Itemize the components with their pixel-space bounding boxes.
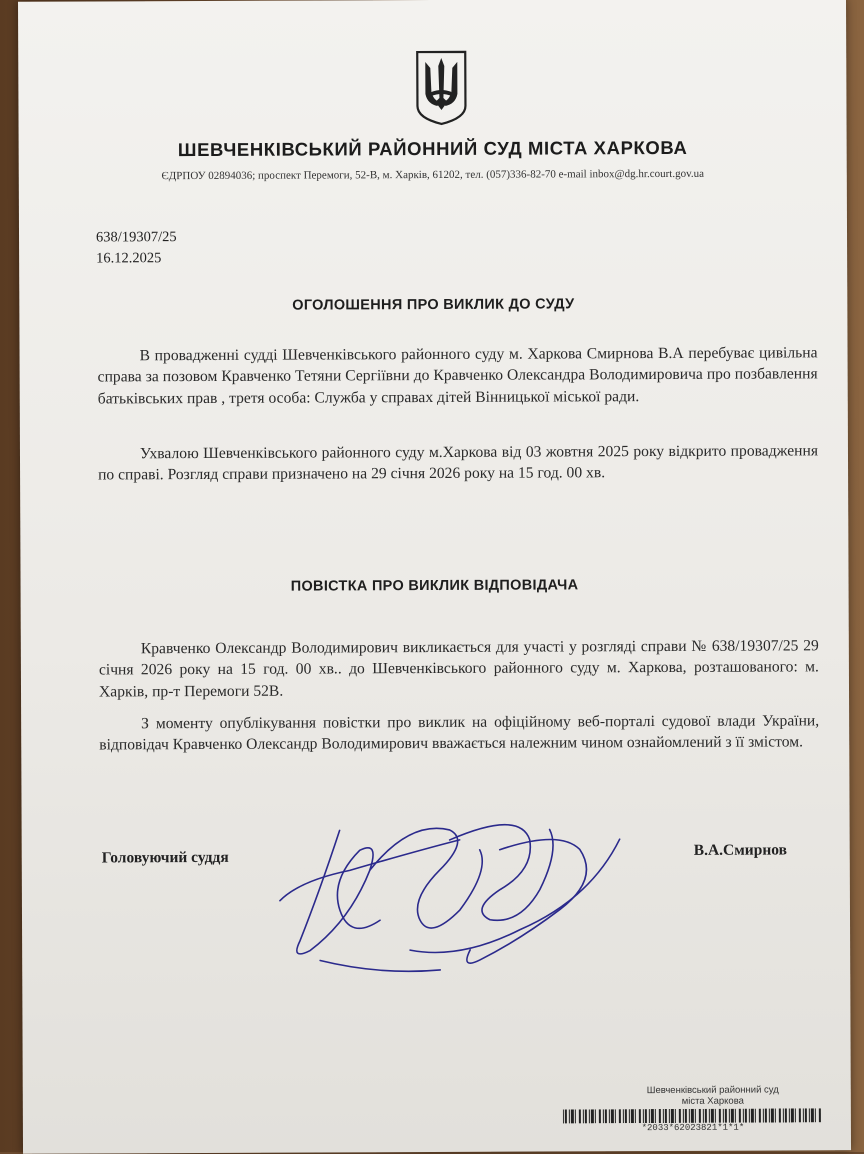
announcement-paragraph-2: Ухвалою Шевченківського районного суду м.Харкова від 03 жовтня 2025 року відкрито провадження по справі. Розгляд справи призначено на 29 січня 2026 року на 15 год. 00 хв. [98,442,819,484]
case-number: 638/19307/25 [95,229,177,246]
trident-emblem-icon [413,48,469,126]
handwritten-signature [260,809,641,981]
announcement-paragraph-1: В провадженні судді Шевченківського районного суду м. Харкова Смирнова В.А перебуває цивільна справа за позовом Кравченко Тетяни Сергіївни до Кравченко Олександра Володимировича про позбавлення батьківських прав , третя особа: Служба у справах дітей Вінницької міської ради. [97,344,818,408]
document-page [18,0,851,1154]
signature-role: Головуючий суддя [101,848,229,867]
stamp-line-2: міста Харкова [681,1095,744,1107]
court-name: ШЕВЧЕНКІВСЬКИЙ РАЙОННИЙ СУД МІСТА ХАРКОВА [177,136,688,161]
document-date: 16.12.2025 [96,250,162,267]
court-contact-details: ЄДРПОУ 02894036; проспект Перемоги, 52-В, м. Харків, 61202, тел. (057)336-82-70 e-mail inbox@dg.hr.court.gov.ua [161,167,705,183]
announcement-heading: ОГОЛОШЕННЯ ПРО ВИКЛИК ДО СУДУ [292,296,575,314]
barcode [563,1108,823,1123]
summons-paragraph-1: Кравченко Олександр Володимирович викликається для участі у розгляді справи № 638/19307/25 29 січня 2026 року на 15 год. 00 хв.. до Шевченківського районного суду м. Харкова, розташованого: м. Харків, пр-т Перемоги 52В. [98,637,819,701]
stamp-line-1: Шевченківський районний суд [646,1084,779,1097]
signature-name: В.А.Смирнов [693,841,787,859]
court-stamp [608,1084,818,1107]
summons-heading: ПОВІСТКА ПРО ВИКЛИК ВІДПОВІДАЧА [290,577,579,595]
barcode-text: *2033*62023821*1*1* [641,1122,745,1134]
summons-paragraph-2: З моменту опублікування повістки про виклик на офіційному веб-порталі судової влади України, відповідач Кравченко Олександр Володимирович вважається належним чином ознайомлений з її змістом. [99,712,820,754]
